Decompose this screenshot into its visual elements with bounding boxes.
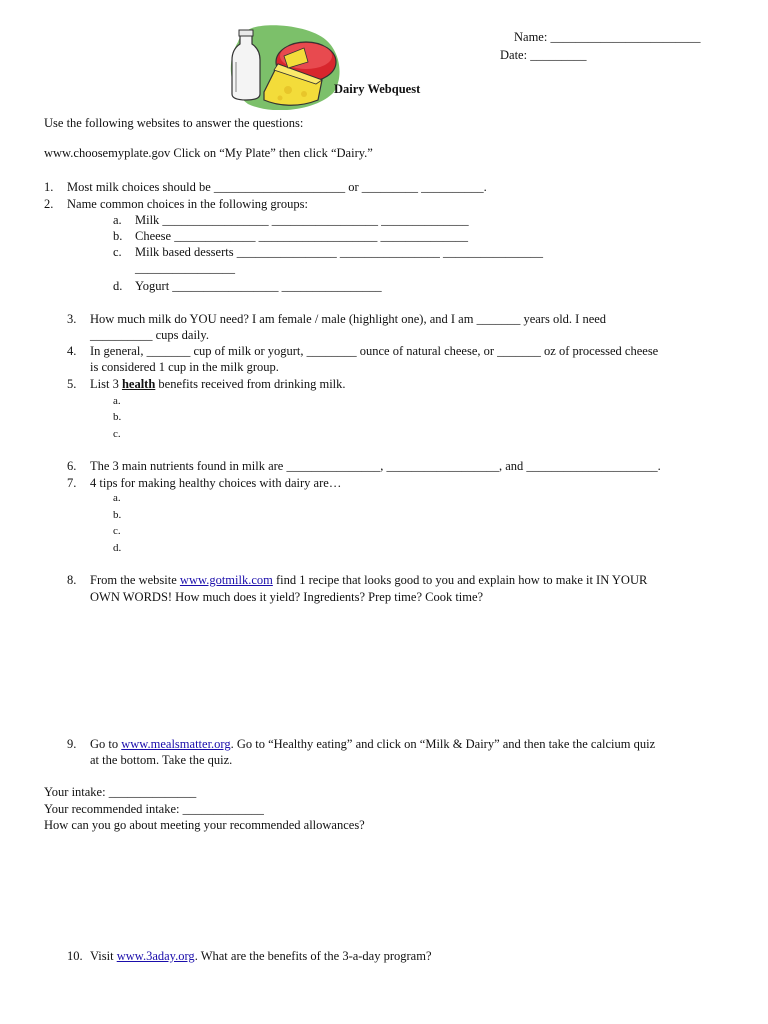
q2-item-text: Yogurt _________________ ________________ xyxy=(135,279,382,293)
q3-line2: __________ cups daily. xyxy=(90,328,209,342)
q10-text-before: Visit xyxy=(90,949,117,963)
q4-number: 4. xyxy=(67,344,77,358)
q9-line2: at the bottom. Take the quiz. xyxy=(90,753,233,767)
intro-text: Use the following websites to answer the questions: xyxy=(44,116,304,130)
name-field-label: Name: ________________________ xyxy=(514,30,701,44)
q2-item-text: Milk based desserts ________________ ________________ ________________ xyxy=(135,245,543,259)
q5-answer-letter: a. xyxy=(113,395,121,407)
q5-text xyxy=(90,377,346,392)
q8-text-after: find 1 recipe that looks good to you and explain how to make it IN YOUR xyxy=(272,573,648,587)
q5-text-bold: health xyxy=(121,377,156,391)
q3-number: 3. xyxy=(67,312,77,326)
site1-instructions: www.choosemyplate.gov Click on “My Plate” then click “Dairy.” xyxy=(44,146,373,160)
q2-item-letter: a. xyxy=(113,213,122,227)
q7-number: 7. xyxy=(67,476,77,490)
q8-text-before: From the website xyxy=(90,573,180,587)
q7-text: 4 tips for making healthy choices with dairy are… xyxy=(90,476,342,490)
q5-answer-letter: b. xyxy=(113,411,122,423)
q2-item-text: ________________ xyxy=(135,261,235,275)
page-title: Dairy Webquest xyxy=(334,82,421,96)
q5-text-after: benefits received from drinking milk. xyxy=(155,377,346,391)
q8-line1 xyxy=(90,573,647,588)
q9-number: 9. xyxy=(67,737,77,751)
milk-and-cheese-clipart-icon xyxy=(218,18,344,110)
your-intake-label: Your intake: ______________ xyxy=(44,785,197,799)
q2-item-text: Milk _________________ _________________ ______________ xyxy=(135,213,469,227)
q9-text-after: . Go to “Healthy eating” and click on “Milk & Dairy” and then take the calcium quiz xyxy=(230,737,656,751)
q5-answer-letter: c. xyxy=(113,428,121,440)
q6-number: 6. xyxy=(67,459,77,473)
q5-text-before: List 3 xyxy=(90,377,122,391)
3aday-link[interactable]: www.3aday.org xyxy=(116,949,195,963)
allowances-question: How can you go about meeting your recommended allowances? xyxy=(44,818,365,832)
q1-number: 1. xyxy=(44,180,54,194)
q2-number: 2. xyxy=(44,197,54,211)
q7-answer-letter: d. xyxy=(113,542,122,554)
q9-line1 xyxy=(90,737,655,752)
q10-text-after: . What are the benefits of the 3-a-day program? xyxy=(194,949,432,963)
gotmilk-link[interactable]: www.gotmilk.com xyxy=(179,573,273,587)
q8-line2: OWN WORDS! How much does it yield? Ingredients? Prep time? Cook time? xyxy=(90,590,484,604)
recommended-intake-label: Your recommended intake: _____________ xyxy=(44,802,264,816)
q6-text: The 3 main nutrients found in milk are _______________, __________________, and _____________________. xyxy=(90,459,661,473)
q7-answer-letter: b. xyxy=(113,509,122,521)
q4-line1: In general, _______ cup of milk or yogurt, ________ ounce of natural cheese, or _______ oz of processed cheese xyxy=(90,344,659,358)
date-field-label: Date: _________ xyxy=(500,48,587,62)
q10-number: 10. xyxy=(67,949,83,963)
q2-item-letter: d. xyxy=(113,279,123,293)
q2-item-text: Cheese _____________ ___________________ ______________ xyxy=(135,229,468,243)
q2-item-letter: c. xyxy=(113,245,122,259)
q3-line1: How much milk do YOU need? I am female / male (highlight one), and I am _______ years old. I need xyxy=(90,312,607,326)
q9-text-before: Go to xyxy=(90,737,122,751)
q7-answer-letter: c. xyxy=(113,525,121,537)
q4-line2: is considered 1 cup in the milk group. xyxy=(90,360,279,374)
q10-text xyxy=(90,949,432,964)
q1-text: Most milk choices should be _____________________ or _________ __________. xyxy=(67,180,487,194)
q5-number: 5. xyxy=(67,377,77,391)
q8-number: 8. xyxy=(67,573,77,587)
q2-text: Name common choices in the following groups: xyxy=(67,197,308,211)
q2-item-letter: b. xyxy=(113,229,123,243)
mealsmatter-link[interactable]: www.mealsmatter.org xyxy=(121,737,231,751)
q7-answer-letter: a. xyxy=(113,492,121,504)
